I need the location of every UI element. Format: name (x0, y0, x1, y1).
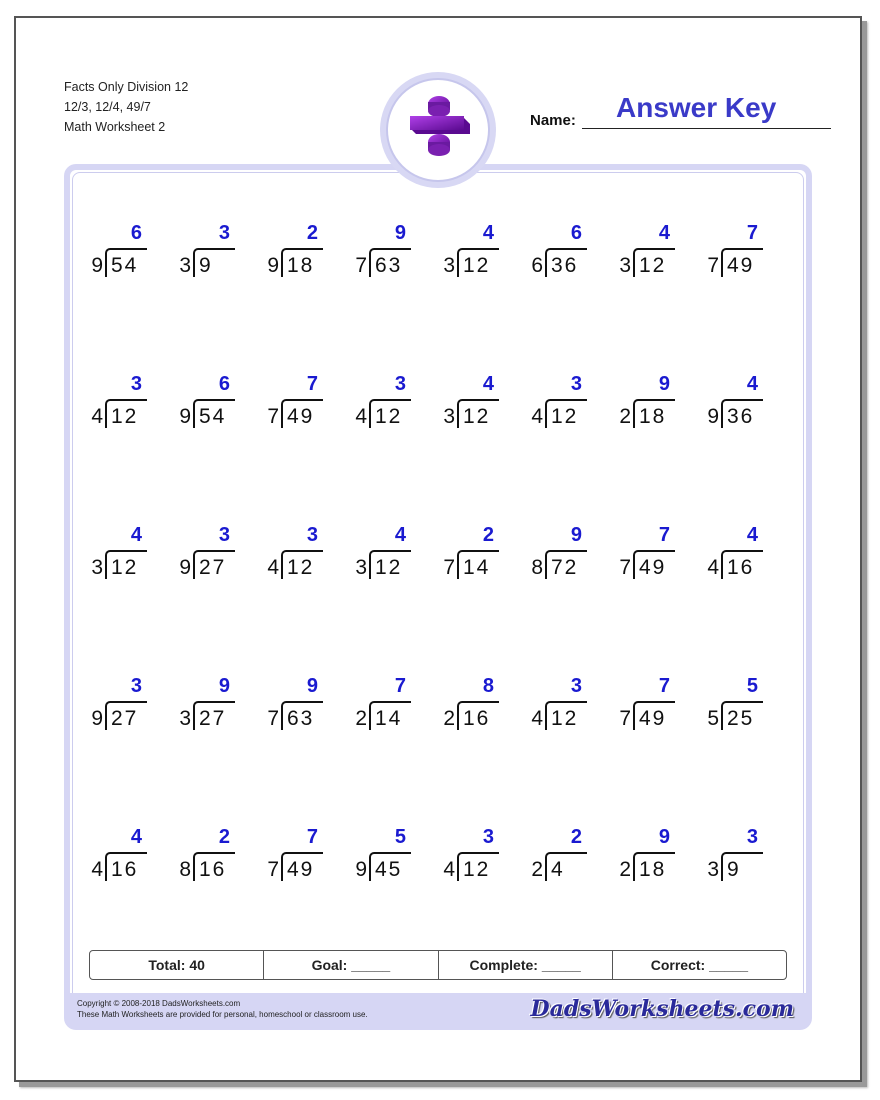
division-problem (438, 675, 528, 735)
division-problem (86, 524, 176, 584)
quotient-answer: 4 (130, 826, 142, 848)
quotient-answer: 4 (746, 524, 758, 546)
quotient-answer: 2 (482, 524, 494, 546)
copyright-text: Copyright © 2008-2018 DadsWorksheets.com These Math Worksheets are provided for personal, homeschool or classroom use. (77, 999, 368, 1019)
dividend: 12 (375, 405, 403, 428)
dividend: 12 (639, 254, 667, 277)
divisor: 2 (355, 707, 367, 730)
division-problem (438, 826, 528, 886)
quotient-answer: 2 (306, 222, 318, 244)
divisor: 9 (179, 556, 191, 579)
dividend: 4 (551, 858, 565, 881)
dividend: 12 (111, 556, 139, 579)
division-problem (350, 373, 440, 433)
division-problem (350, 675, 440, 735)
divisor: 3 (355, 556, 367, 579)
division-problem (614, 222, 704, 282)
quotient-answer: 7 (306, 373, 318, 395)
dividend: 63 (375, 254, 403, 277)
division-problem (262, 373, 352, 433)
divisor: 7 (355, 254, 367, 277)
divisor: 2 (619, 405, 631, 428)
quotient-answer: 3 (130, 373, 142, 395)
division-problem (174, 222, 264, 282)
division-problem (86, 373, 176, 433)
dividend: 27 (111, 707, 139, 730)
divisor: 7 (619, 556, 631, 579)
divisor: 3 (443, 254, 455, 277)
quotient-answer: 7 (746, 222, 758, 244)
dividend: 25 (727, 707, 755, 730)
divisor: 4 (531, 707, 543, 730)
divisor: 3 (179, 707, 191, 730)
divisor: 4 (355, 405, 367, 428)
name-label: Name: (530, 112, 576, 129)
worksheet-number: Math Worksheet 2 (64, 120, 166, 134)
divisor: 4 (531, 405, 543, 428)
division-problem (174, 524, 264, 584)
division-problem (526, 222, 616, 282)
divisor: 3 (619, 254, 631, 277)
division-problem (350, 826, 440, 886)
division-problem (702, 524, 792, 584)
quotient-answer: 6 (218, 373, 230, 395)
divisor: 9 (91, 707, 103, 730)
worksheet-info (64, 77, 188, 137)
dividend: 9 (199, 254, 213, 277)
worksheet-facts: 12/3, 12/4, 49/7 (64, 100, 151, 114)
division-problem (702, 826, 792, 886)
quotient-answer: 4 (394, 524, 406, 546)
quotient-answer: 3 (746, 826, 758, 848)
divisor: 7 (619, 707, 631, 730)
dividend: 18 (287, 254, 315, 277)
division-problem (86, 222, 176, 282)
name-line (582, 128, 831, 129)
divisor: 3 (91, 556, 103, 579)
answer-key-label: Answer Key (616, 92, 777, 123)
division-problem (526, 373, 616, 433)
quotient-answer: 4 (658, 222, 670, 244)
dividend: 16 (727, 556, 755, 579)
name-field (530, 92, 832, 130)
division-sign-icon (388, 80, 488, 180)
quotient-answer: 5 (746, 675, 758, 697)
quotient-answer: 9 (570, 524, 582, 546)
division-problem (350, 222, 440, 282)
dividend: 12 (287, 556, 315, 579)
division-problem (614, 524, 704, 584)
quotient-answer: 3 (394, 373, 406, 395)
division-problem (262, 222, 352, 282)
quotient-answer: 4 (482, 373, 494, 395)
quotient-answer: 8 (482, 675, 494, 697)
divisor: 3 (707, 858, 719, 881)
quotient-answer: 7 (658, 675, 670, 697)
quotient-answer: 3 (570, 675, 582, 697)
quotient-answer: 3 (306, 524, 318, 546)
divisor: 7 (267, 707, 279, 730)
dividend: 14 (463, 556, 491, 579)
divisor: 5 (707, 707, 719, 730)
dividend: 36 (727, 405, 755, 428)
quotient-answer: 4 (482, 222, 494, 244)
divisor: 4 (443, 858, 455, 881)
dividend: 12 (375, 556, 403, 579)
quotient-answer: 4 (746, 373, 758, 395)
quotient-answer: 4 (130, 524, 142, 546)
quotient-answer: 9 (394, 222, 406, 244)
dividend: 12 (463, 405, 491, 428)
quotient-answer: 9 (306, 675, 318, 697)
division-problem (526, 826, 616, 886)
dividend: 45 (375, 858, 403, 881)
divisor: 9 (179, 405, 191, 428)
divisor: 4 (91, 858, 103, 881)
division-problem (614, 675, 704, 735)
divisor: 9 (267, 254, 279, 277)
worksheet-title: Facts Only Division 12 (64, 80, 189, 94)
quotient-answer: 9 (658, 373, 670, 395)
dividend: 72 (551, 556, 579, 579)
quotient-answer: 7 (394, 675, 406, 697)
dividend: 27 (199, 707, 227, 730)
divisor: 7 (267, 405, 279, 428)
division-problem (702, 222, 792, 282)
division-problem (702, 373, 792, 433)
dividend: 36 (551, 254, 579, 277)
dividend: 16 (111, 858, 139, 881)
division-problem (262, 826, 352, 886)
divisor: 6 (531, 254, 543, 277)
divisor: 8 (531, 556, 543, 579)
total-cell: Total: 40 (90, 951, 264, 979)
division-problem (262, 524, 352, 584)
division-problem (526, 524, 616, 584)
division-problem (174, 675, 264, 735)
divisor: 7 (443, 556, 455, 579)
dividend: 12 (551, 405, 579, 428)
division-problem (350, 524, 440, 584)
divisor: 7 (267, 858, 279, 881)
divisor: 9 (355, 858, 367, 881)
dividend: 18 (639, 405, 667, 428)
dividend: 63 (287, 707, 315, 730)
division-problem (174, 826, 264, 886)
dividend: 18 (639, 858, 667, 881)
quotient-answer: 6 (570, 222, 582, 244)
divisor: 2 (531, 858, 543, 881)
quotient-answer: 3 (570, 373, 582, 395)
dividend: 27 (199, 556, 227, 579)
quotient-answer: 2 (218, 826, 230, 848)
dividend: 12 (463, 254, 491, 277)
quotient-answer: 9 (658, 826, 670, 848)
division-problem (438, 373, 528, 433)
divisor: 3 (443, 405, 455, 428)
divisor: 2 (443, 707, 455, 730)
quotient-answer: 5 (394, 826, 406, 848)
dividend: 12 (551, 707, 579, 730)
divisor: 3 (179, 254, 191, 277)
dividend: 54 (111, 254, 139, 277)
division-problem (438, 524, 528, 584)
footer (70, 993, 806, 1025)
brand-logo: DadsWorksheets.com (530, 996, 794, 1022)
divisor: 2 (619, 858, 631, 881)
quotient-answer: 2 (570, 826, 582, 848)
divisor: 9 (91, 254, 103, 277)
division-problem (438, 222, 528, 282)
divisor: 4 (267, 556, 279, 579)
dividend: 14 (375, 707, 403, 730)
division-problem (614, 373, 704, 433)
division-problem (702, 675, 792, 735)
quotient-answer: 9 (218, 675, 230, 697)
dividend: 49 (639, 707, 667, 730)
dividend: 9 (727, 858, 741, 881)
dividend: 49 (727, 254, 755, 277)
division-problem (86, 826, 176, 886)
goal-cell: Goal: _____ (264, 951, 438, 979)
dividend: 16 (463, 707, 491, 730)
dividend: 49 (287, 405, 315, 428)
quotient-answer: 3 (130, 675, 142, 697)
dividend: 49 (287, 858, 315, 881)
quotient-answer: 3 (482, 826, 494, 848)
divisor: 4 (91, 405, 103, 428)
quotient-answer: 7 (658, 524, 670, 546)
division-problem (614, 826, 704, 886)
division-problem (86, 675, 176, 735)
dividend: 49 (639, 556, 667, 579)
complete-cell: Complete: _____ (439, 951, 613, 979)
logo (380, 72, 496, 188)
quotient-answer: 6 (130, 222, 142, 244)
problem-grid (86, 222, 766, 902)
quotient-answer: 3 (218, 222, 230, 244)
quotient-answer: 7 (306, 826, 318, 848)
divisor: 4 (707, 556, 719, 579)
division-problem (526, 675, 616, 735)
division-problem (262, 675, 352, 735)
quotient-answer: 3 (218, 524, 230, 546)
score-summary (89, 950, 787, 980)
divisor: 9 (707, 405, 719, 428)
dividend: 16 (199, 858, 227, 881)
dividend: 12 (111, 405, 139, 428)
dividend: 12 (463, 858, 491, 881)
division-problem (174, 373, 264, 433)
divisor: 8 (179, 858, 191, 881)
divisor: 7 (707, 254, 719, 277)
correct-cell: Correct: _____ (650, 957, 749, 973)
dividend: 54 (199, 405, 227, 428)
